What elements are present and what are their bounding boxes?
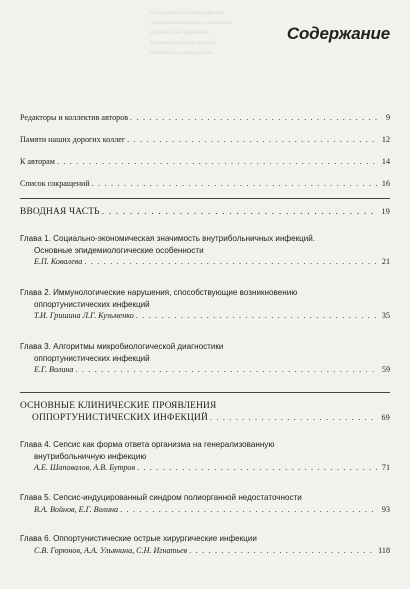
toc-entry-label: Памяти наших дорогих коллег (20, 135, 126, 144)
toc-page-number: 21 (381, 257, 390, 267)
chapter-author: В.А. Войнов, Е.Г. Волина (34, 504, 119, 514)
toc-entry-label: Список сокращений (20, 179, 90, 188)
chapter-title-cont: оппортунистических инфекций (34, 353, 150, 363)
leader-dots (57, 156, 378, 168)
leader-dots (84, 256, 378, 268)
chapter-title: Глава 1. Социально-экономическая значимость внутрибольничных инфекций. Основные эпидемиологические особенности (20, 233, 390, 256)
toc-page-number: 16 (381, 179, 390, 188)
page-title: Содержание (286, 24, 390, 43)
bleed-line: Противомикробная терапия (150, 40, 216, 46)
toc-page-number: 12 (381, 135, 390, 144)
bleed-line: Эпидемиологические особенности (150, 20, 232, 26)
part-title-line1: ОСНОВНЫЕ КЛИНИЧЕСКИЕ ПРОЯВЛЕНИЯ (20, 401, 217, 411)
chapter-author: С.В. Горюнов, А.А. Ульянина, С.Н. Игнатьев (34, 545, 188, 555)
chapter-title: Глава 6. Оппортунистические острые хирургические инфекции (20, 534, 257, 543)
toc-page-number: 9 (385, 113, 390, 122)
toc-chapter-5[interactable] (20, 492, 390, 515)
toc-entry-abbreviations[interactable] (20, 178, 390, 190)
chapter-title: Глава 4. Сепсис как форма ответа организма на генерализованную внутрибольничную инфекцию (20, 439, 390, 462)
toc-entry-memory[interactable] (20, 134, 390, 146)
divider (20, 392, 390, 393)
bleed-line: Клинические проявления (150, 30, 210, 36)
chapter-author: Е.Г. Волина (34, 365, 74, 375)
leader-dots (130, 112, 378, 124)
toc-entry-to-authors[interactable] (20, 156, 390, 168)
divider (20, 198, 390, 199)
leader-dots (102, 206, 378, 218)
toc-entry-intro[interactable] (20, 206, 390, 218)
toc-section-label: ВВОДНАЯ ЧАСТЬ (20, 207, 100, 217)
bleed-line: Оппортунистические инфекции (150, 10, 225, 16)
chapter-title: Глава 2. Иммунологические нарушения, способствующие возникновению оппортунистических инфекций (20, 287, 390, 310)
toc-page-number: 93 (381, 504, 390, 514)
toc-chapter-6[interactable] (20, 533, 390, 556)
leader-dots (136, 310, 378, 322)
chapter-author: А.Е. Шаповалов, А.В. Бутров (34, 463, 135, 473)
toc-entry-label: Редакторы и коллектив авторов (20, 113, 129, 122)
toc-chapter-2[interactable] (20, 287, 390, 322)
toc-chapter-4[interactable] (20, 439, 390, 474)
toc-page-number: 59 (381, 365, 390, 375)
leader-dots (120, 504, 378, 516)
leader-dots (137, 462, 378, 474)
chapter-author: Е.П. Ковалева (34, 257, 83, 267)
chapter-title-cont: Основные эпидемиологические особенности (34, 245, 204, 255)
chapter-title: Глава 5. Сепсис-индуцированный синдром полиорганной недостаточности (20, 493, 302, 502)
leader-dots (75, 364, 378, 376)
toc-page-number: 14 (381, 157, 390, 166)
toc-chapter-1[interactable] (20, 233, 390, 268)
chapter-title: Глава 3. Алгоритмы микробиологической диагностики оппортунистических инфекций (20, 341, 390, 364)
leader-dots (189, 545, 376, 557)
toc-entry-editors[interactable] (20, 112, 390, 124)
toc-page-number: 71 (381, 463, 390, 473)
chapter-title-cont: оппортунистических инфекций (34, 299, 150, 309)
leader-dots (127, 134, 378, 146)
part-title-line2: ОППОРТУНИСТИЧЕСКИХ ИНФЕКЦИЙ (32, 413, 208, 423)
toc-page-number: 35 (381, 311, 390, 321)
toc-page-number: 19 (381, 207, 390, 216)
bleed-line: Особенности диагностики (150, 50, 212, 56)
leader-dots (210, 412, 378, 424)
toc-part-1[interactable] (20, 400, 390, 424)
chapter-title-cont: внутрибольничную инфекцию (34, 451, 147, 461)
toc-page-number: 118 (378, 545, 390, 555)
leader-dots (92, 178, 378, 190)
toc-page-number: 69 (381, 413, 390, 422)
toc-chapter-3[interactable] (20, 341, 390, 376)
chapter-author: Т.И. Гришина Л.Г. Кузьменко (34, 311, 134, 321)
toc-entry-label: К авторам (20, 157, 55, 166)
